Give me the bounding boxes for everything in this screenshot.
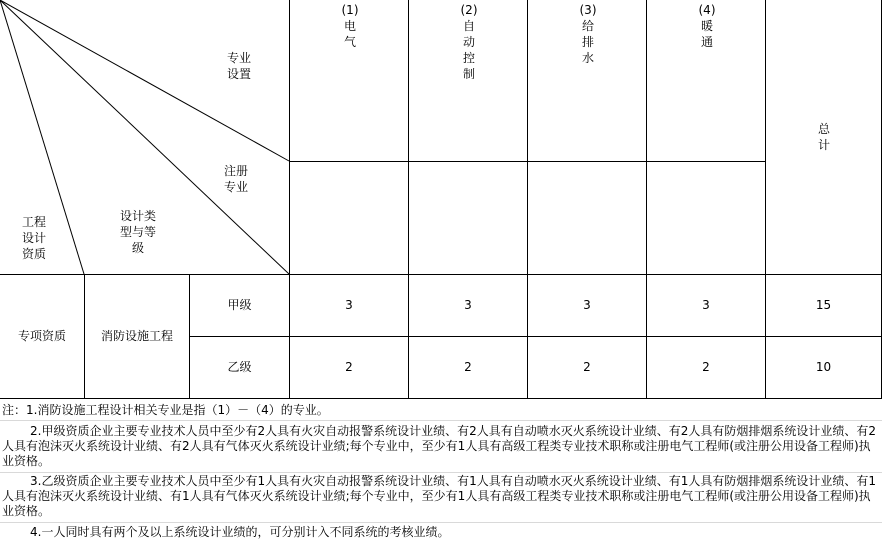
note-divider (0, 420, 882, 421)
table-cell: 2 (345, 360, 353, 374)
table-cell: 3 (464, 298, 472, 312)
note-3: 3.乙级资质企业主要专业技术人员中至少有1人具有火灾自动报警系统设计业绩、有1人具有自动喷水灭火系统设计业绩、有1人具有防烟排烟系统设计业绩、有1人具有泡沫灭火系统设计业绩、有1人具有气体灭火系统设计业绩;每个专业中，至少有1人具有高级工程类专业技术职称或注册电气工程师(或注册公用设备工程师)执业资格。 (2, 474, 876, 518)
grid-line (289, 161, 765, 162)
column-name: 电气 (343, 19, 356, 49)
column-header-hvac (696, 2, 718, 50)
table-cell: 2 (702, 360, 710, 374)
column-header-total: 总计 (817, 122, 830, 152)
note-1: 注：1.消防设施工程设计相关专业是指（1）－（4）的专业。 (2, 403, 329, 417)
qualification-type-cell: 专项资质 (17, 329, 66, 343)
header-specialty-label: 专业设置 (226, 51, 251, 81)
note-divider (0, 522, 882, 523)
column-header-plumbing (577, 2, 599, 66)
column-header-automation (458, 2, 480, 82)
total-cell: 15 (815, 298, 832, 312)
table-cell: 2 (464, 360, 472, 374)
table-row-grade-a (190, 275, 882, 336)
table-cell: 2 (583, 360, 591, 374)
column-number: (2) (460, 3, 478, 17)
header-qualification-label: 工程设计资质 (21, 215, 46, 261)
table-cell: 3 (702, 298, 710, 312)
column-number: (4) (698, 3, 716, 17)
total-cell: 10 (815, 360, 832, 374)
header-registered-label: 注册专业 (223, 164, 248, 194)
engineering-type-cell: 消防设施工程 (100, 329, 173, 343)
column-name: 给排水 (581, 19, 594, 65)
table-row-grade-b (190, 337, 882, 398)
column-header-electrical (339, 2, 361, 50)
grade-label: 乙级 (227, 360, 252, 374)
note-divider (0, 472, 882, 473)
grade-label: 甲级 (227, 298, 252, 312)
header-design-type-label: 设计类型与等级 (119, 209, 156, 255)
column-name: 暖通 (700, 19, 713, 49)
column-name: 自动控制 (462, 19, 475, 81)
table-cell: 3 (345, 298, 353, 312)
column-number: (3) (579, 3, 597, 17)
note-2: 2.甲级资质企业主要专业技术人员中至少有2人具有火灾自动报警系统设计业绩、有2人具有自动喷水灭火系统设计业绩、有2人具有防烟排烟系统设计业绩、有2人具有泡沫灭火系统设计业绩、有2人具有气体灭火系统设计业绩;每个专业中，至少有1人具有高级工程类专业技术职称或注册电气工程师(或注册公用设备工程师)执业资格。 (2, 424, 876, 468)
note-4: 4.一人同时具有两个及以上系统设计业绩的，可分别计入不同系统的考核业绩。 (30, 525, 450, 539)
column-number: (1) (341, 3, 359, 17)
table-cell: 3 (583, 298, 591, 312)
grid-line (0, 398, 882, 399)
